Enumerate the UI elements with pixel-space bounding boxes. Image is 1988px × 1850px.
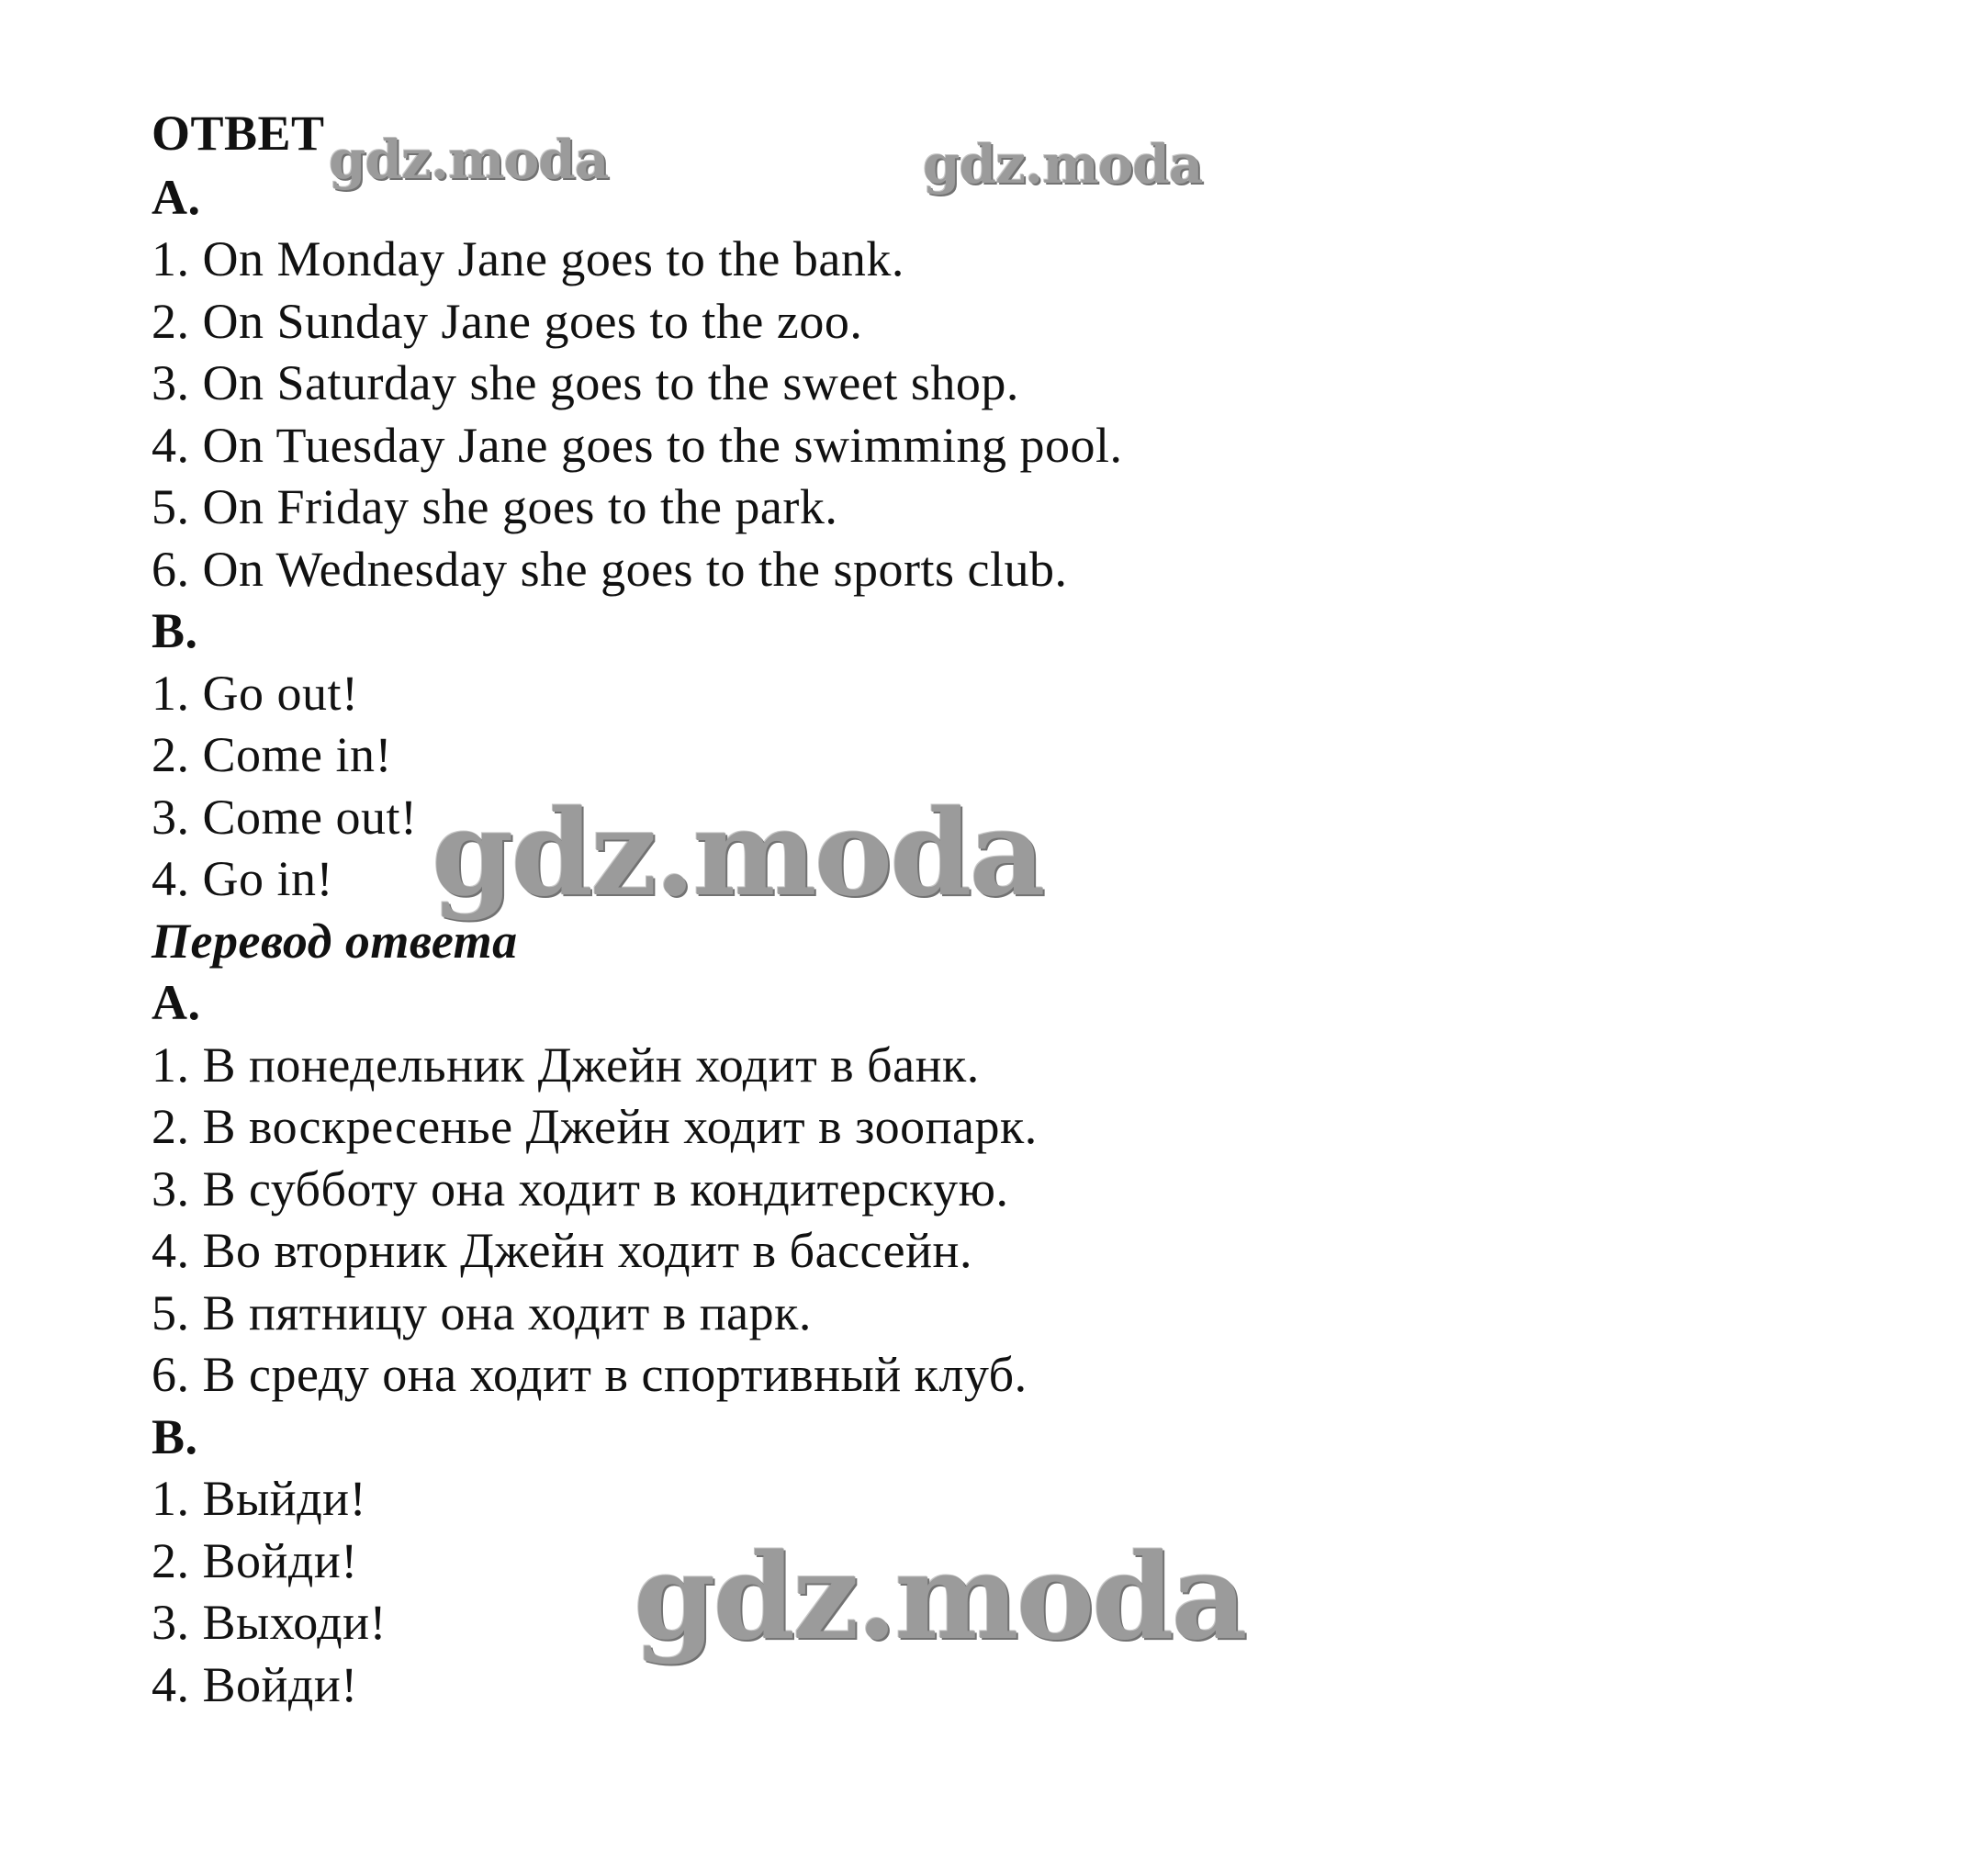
translation-item: 2. В воскресенье Джейн ходит в зоопарк. [152,1099,1038,1154]
translation-a-label: A. [152,975,201,1030]
translation-item: 6. В среду она ходит в спортивный клуб. [152,1347,1028,1402]
translation-item: 5. В пятницу она ходит в парк. [152,1285,812,1340]
answer-item: 4. Go in! [152,851,333,906]
watermark-logo: gdz.moda [634,1529,1245,1666]
answer-item: 2. Come in! [152,727,392,782]
answer-item: 2. On Sunday Jane goes to the zoo. [152,294,863,349]
section-b-label: B. [152,603,198,658]
watermark-logo: gdz.moda [432,785,1043,923]
answer-item: 1. Go out! [152,666,359,721]
answer-heading: ОТВЕТ [152,106,325,161]
answer-item: 3. Come out! [152,790,418,845]
answer-item: 4. On Tuesday Jane goes to the swimming pool. [152,418,1123,473]
watermark-logo: gdz.moda [329,129,609,191]
answer-item: 1. On Monday Jane goes to the bank. [152,231,904,286]
translation-item: 4. Войди! [152,1657,358,1712]
translation-item: 1. В понедельник Джейн ходит в банк. [152,1037,980,1093]
translation-item: 3. В субботу она ходит в кондитерскую. [152,1161,1009,1217]
translation-b-label: B. [152,1409,198,1464]
translation-item: 2. Войди! [152,1533,358,1588]
translation-item: 4. Во вторник Джейн ходит в бассейн. [152,1223,972,1278]
translation-item: 1. Выйди! [152,1471,367,1526]
translation-heading: Перевод ответа [152,914,518,969]
watermark-logo: gdz.moda [923,133,1203,196]
answer-item: 6. On Wednesday she goes to the sports club. [152,542,1068,597]
answer-item: 5. On Friday she goes to the park. [152,479,838,534]
answer-item: 3. On Saturday she goes to the sweet shop. [152,355,1019,410]
translation-item: 3. Выходи! [152,1595,387,1650]
section-a-label: A. [152,170,201,225]
